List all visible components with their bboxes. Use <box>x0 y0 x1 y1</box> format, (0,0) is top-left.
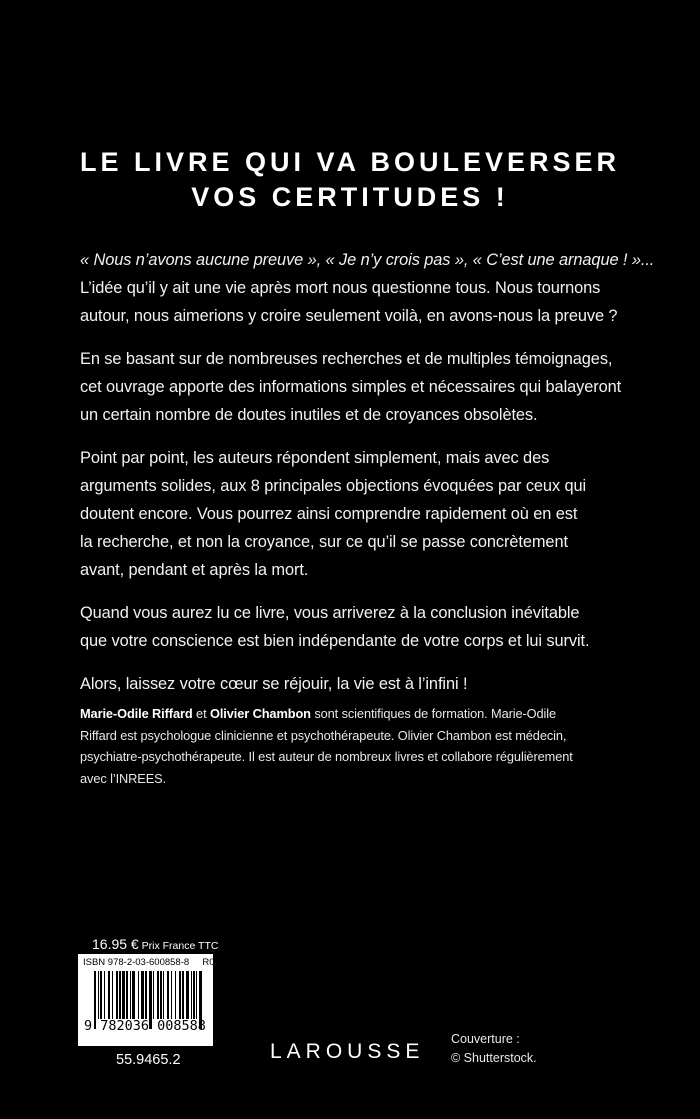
barcode-bar <box>193 971 195 1019</box>
barcode-bar <box>179 971 181 1019</box>
barcode-bar <box>119 971 121 1019</box>
barcode-bar <box>186 971 189 1019</box>
text-line: En se basant sur de nombreuses recherches et de multiples témoignages, <box>80 350 613 368</box>
text: sont scientifiques de formation. Marie-Odile <box>310 706 557 721</box>
barcode <box>78 954 220 1046</box>
quote-line: « Nous n’avons aucune preuve », « Je n’y crois pas », « C’est une arnaque ! »... <box>80 251 655 269</box>
price-label: Prix France TTC <box>138 940 219 952</box>
text-line: que votre conscience est bien indépendante de votre corps et lui survit. <box>80 632 590 650</box>
text-line: Point par point, les auteurs répondent simplement, mais avec des <box>80 449 550 467</box>
barcode-bar <box>122 971 125 1019</box>
paragraph-1 <box>80 246 680 330</box>
barcode-bar <box>141 971 144 1019</box>
text-line: L’idée qu’il y ait une vie après mort nous questionne tous. Nous tournons <box>80 279 601 297</box>
text-line: cet ouvrage apporte des informations simples et nécessaires qui balayeront <box>80 378 622 396</box>
text-line: Alors, laissez votre cœur se réjouir, la vie est à l’infini ! <box>80 675 468 693</box>
blurb <box>80 246 680 713</box>
price-value: 16.95 € <box>92 936 139 952</box>
paragraph-5 <box>80 670 680 698</box>
text-line: un certain nombre de doutes inutiles et de croyances obsolètes. <box>80 406 538 424</box>
barcode-bar <box>191 971 192 1019</box>
barcode-bar <box>138 971 139 1019</box>
text-line: avec l’INREES. <box>80 770 167 786</box>
price <box>92 936 218 952</box>
product-code: 55.9465.2 <box>116 1052 181 1068</box>
barcode-bar <box>163 971 164 1019</box>
isbn: ISBN 978-2-03-600858-8 R01 <box>83 957 220 968</box>
barcode-bar <box>104 971 105 1019</box>
paragraph-4 <box>80 599 680 655</box>
barcode-bar <box>126 971 128 1019</box>
barcode-bar <box>175 971 176 1019</box>
barcode-bar <box>167 971 169 1019</box>
author-name-2: Olivier Chambon <box>209 706 311 721</box>
barcode-bar <box>196 971 197 1019</box>
cover-credit <box>451 1030 537 1068</box>
barcode-bar <box>157 971 159 1019</box>
text: et <box>192 706 210 721</box>
barcode-bar <box>132 971 135 1019</box>
text-line: doutent encore. Vous pourrez ainsi comprendre rapidement où en est <box>80 505 578 523</box>
barcode-bar <box>171 971 172 1019</box>
ean-digits: 9 782036 008588 <box>84 1018 206 1034</box>
text-line: la recherche, et non la croyance, sur ce qu’il se passe concrètement <box>80 533 568 551</box>
text-line: arguments solides, aux 8 principales objections évoquées par ceux qui <box>80 477 587 495</box>
credit-line: © Shutterstock. <box>451 1051 537 1065</box>
text-line: Riffard est psychologue clinicienne et psychothérapeute. Olivier Chambon est médecin, <box>80 727 567 743</box>
text-line: psychiatre-psychothérapeute. Il est auteur de nombreux livres et collabore régulièrement <box>80 749 573 764</box>
credit-line: Couverture : <box>451 1032 520 1046</box>
barcode-bar <box>182 971 184 1019</box>
barcode-bar <box>130 971 131 1019</box>
paragraph-2 <box>80 345 680 429</box>
text-line: autour, nous aimerions y croire seulement voilà, en avons-nous la preuve ? <box>80 307 618 325</box>
barcode-bar <box>116 971 118 1019</box>
text-line: avant, pendant et après la mort. <box>80 561 309 579</box>
headline-line-2: VOS CERTITUDES ! <box>191 182 509 212</box>
barcode-bar <box>153 971 154 1019</box>
headline-line-1: LE LIVRE QUI VA BOULEVERSER <box>79 147 621 177</box>
paragraph-3 <box>80 444 680 584</box>
text-line: Quand vous aurez lu ce livre, vous arriverez à la conclusion inévitable <box>80 604 580 622</box>
publisher-logo: LAROUSSE <box>270 1040 425 1063</box>
barcode-bar <box>98 971 99 1019</box>
author-name-1: Marie-Odile Riffard <box>80 706 193 721</box>
barcode-bar <box>145 971 147 1019</box>
barcode-bar <box>112 971 113 1019</box>
barcode-bar <box>108 971 110 1019</box>
barcode-bar <box>100 971 102 1019</box>
author-bio <box>80 703 680 789</box>
barcode-bar <box>160 971 162 1019</box>
